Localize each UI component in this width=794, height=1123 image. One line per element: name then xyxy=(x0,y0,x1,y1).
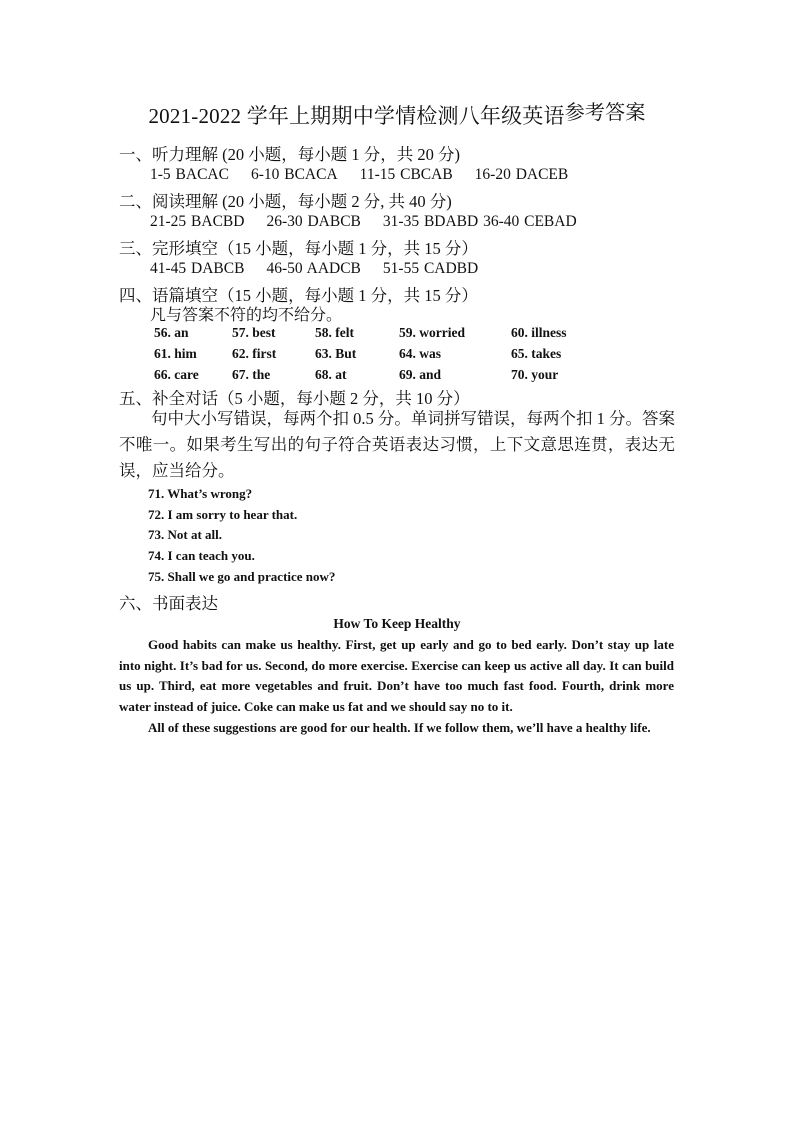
section-2-heading: 二、阅读理解 (20 小题，每小题 2 分, 共 40 分) xyxy=(119,192,452,211)
answer-row xyxy=(154,325,614,346)
title-main: 2021-2022 学年上期期中学情检测八年级英语 xyxy=(148,104,565,128)
answer-group: 26-30 DABCB xyxy=(266,213,361,230)
dialogue-answer: 75. Shall we go and practice now? xyxy=(148,568,336,584)
answer-cell: 58. felt xyxy=(315,325,354,340)
title-tail: 参考答案 xyxy=(564,102,646,124)
section-4-note: 凡与答案不符的均不给分。 xyxy=(150,307,343,324)
answer-group: 6-10 BCACA xyxy=(250,166,338,183)
section-5-answers xyxy=(148,486,335,589)
answer-cell: 61. him xyxy=(154,346,197,361)
section-1-heading: 一、听力理解 (20 小题，每小题 1 分，共 20 分) xyxy=(119,145,460,164)
dialogue-answer: 73. Not at all. xyxy=(148,527,223,543)
essay-paragraph: Good habits can make us healthy. First, get up early and go to bed early. Don’t stay up late into night. It’s bad for us. Second, do more exercise. Exercise can keep us active all day. It can build us up. Third, eat more vegetables and fruit. Don’t have too much fast food. Fourth, drink more water instead of juice. Coke can make us fat and we should say no to it. xyxy=(119,637,674,715)
section-3-heading: 三、完形填空（15 小题，每小题 1 分，共 15 分） xyxy=(119,239,478,258)
answer-group: 11-15 CBCAB xyxy=(359,166,453,183)
answer-cell: 65. takes xyxy=(511,346,562,361)
answer-cell: 62. first xyxy=(232,346,277,361)
answer-cell: 59. worried xyxy=(399,325,465,340)
answer-group: 1-5 BACAC xyxy=(150,166,229,183)
essay-title: How To Keep Healthy xyxy=(333,616,461,631)
essay-body xyxy=(119,635,674,739)
answer-cell: 57. best xyxy=(232,325,276,340)
answer-group: 21-25 BACBD xyxy=(150,213,245,230)
section-4-answer-grid xyxy=(154,325,614,388)
section-6-heading: 六、书面表达 xyxy=(119,594,218,613)
section-3-answers xyxy=(150,260,500,278)
section-5-note: 句中大小写错误，每两个扣 0.5 分。单词拼写错误，每两个扣 1 分。答案不唯一。如果考生写出的句子符合英语表达习惯，上下文意思连贯，表达无误，应当给分。 xyxy=(119,409,675,480)
answer-cell: 68. at xyxy=(315,367,347,382)
answer-cell: 69. and xyxy=(399,367,442,382)
answer-row xyxy=(154,346,614,367)
essay-paragraph: All of these suggestions are good for our health. If we follow them, we’ll have a healthy life. xyxy=(148,719,651,735)
answer-cell: 64. was xyxy=(399,346,442,361)
dialogue-answer: 72. I am sorry to hear that. xyxy=(148,506,298,522)
section-2-answers xyxy=(150,213,599,231)
section-5-heading: 五、补全对话（5 小题，每小题 2 分，共 10 分） xyxy=(119,389,470,408)
answer-cell: 60. illness xyxy=(511,325,567,340)
answer-group: 41-45 DABCB xyxy=(150,260,245,277)
answer-cell: 56. an xyxy=(154,325,189,340)
dialogue-answer: 71. What’s wrong? xyxy=(148,486,253,501)
answer-group: 16-20 DACEB xyxy=(474,166,569,183)
answer-group: 31-35 BDABD 36-40 CEBAD xyxy=(382,213,577,230)
dialogue-answer: 74. I can teach you. xyxy=(148,548,255,564)
answer-cell: 67. the xyxy=(232,367,271,382)
section-1-answers xyxy=(150,166,590,184)
answer-group: 51-55 CADBD xyxy=(382,260,479,277)
answer-cell: 70. your xyxy=(511,367,559,382)
page-title xyxy=(0,100,794,130)
answer-cell: 66. care xyxy=(154,367,199,382)
section-4-heading: 四、语篇填空（15 小题，每小题 1 分，共 15 分） xyxy=(119,286,478,305)
answer-group: 46-50 AADCB xyxy=(266,260,361,277)
answer-cell: 63. But xyxy=(315,346,357,361)
